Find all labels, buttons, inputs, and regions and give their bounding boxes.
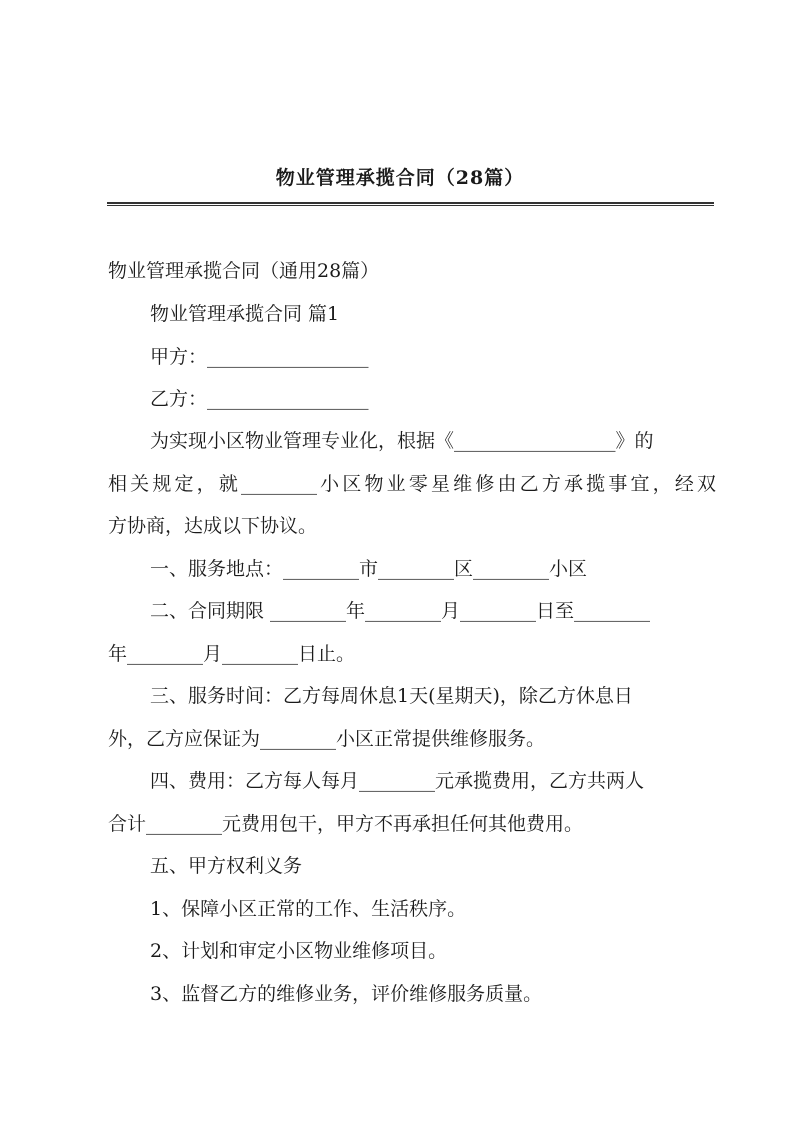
clause-1-service-location: 一、服务地点：________市________区________小区 xyxy=(150,558,588,580)
clause-5-item: 2、计划和审定小区物业维修项目。 xyxy=(150,940,448,962)
party-a-line: 甲方：_________________ xyxy=(150,346,369,368)
party-b-line: 乙方：_________________ xyxy=(150,388,369,410)
section-heading: 物业管理承揽合同 篇1 xyxy=(150,303,340,325)
clause-5-item: 3、监督乙方的维修业务，评价维修服务质量。 xyxy=(150,983,543,1005)
clause-2-line-2: 年________月________日止。 xyxy=(108,643,356,665)
document-title: 物业管理承揽合同（28篇） xyxy=(275,167,525,189)
preamble-line-3: 方协商，达成以下协议。 xyxy=(108,515,318,537)
preamble-line-2: 相关规定，就________小区物业零星维修由乙方承揽事宜，经双 xyxy=(108,473,716,495)
document-subtitle: 物业管理承揽合同（通用28篇） xyxy=(108,260,380,282)
clause-3-line-2: 外，乙方应保证为________小区正常提供维修服务。 xyxy=(108,728,546,750)
clause-5-heading: 五、甲方权利义务 xyxy=(150,855,303,877)
clause-4-line-1: 四、费用：乙方每人每月________元承揽费用，乙方共两人 xyxy=(150,770,645,792)
clause-2-line-1: 二、合同期限 ________年________月________日至________ xyxy=(150,600,651,622)
clause-4-line-2: 合计________元费用包干，甲方不再承担任何其他费用。 xyxy=(108,813,584,835)
clause-5-item: 1、保障小区正常的工作、生活秩序。 xyxy=(150,898,467,920)
clause-3-line-1: 三、服务时间：乙方每周休息1天(星期天)，除乙方休息日 xyxy=(150,685,633,707)
preamble-line-1: 为实现小区物业管理专业化，根据《_________________》的 xyxy=(150,430,654,452)
title-divider xyxy=(107,202,714,206)
